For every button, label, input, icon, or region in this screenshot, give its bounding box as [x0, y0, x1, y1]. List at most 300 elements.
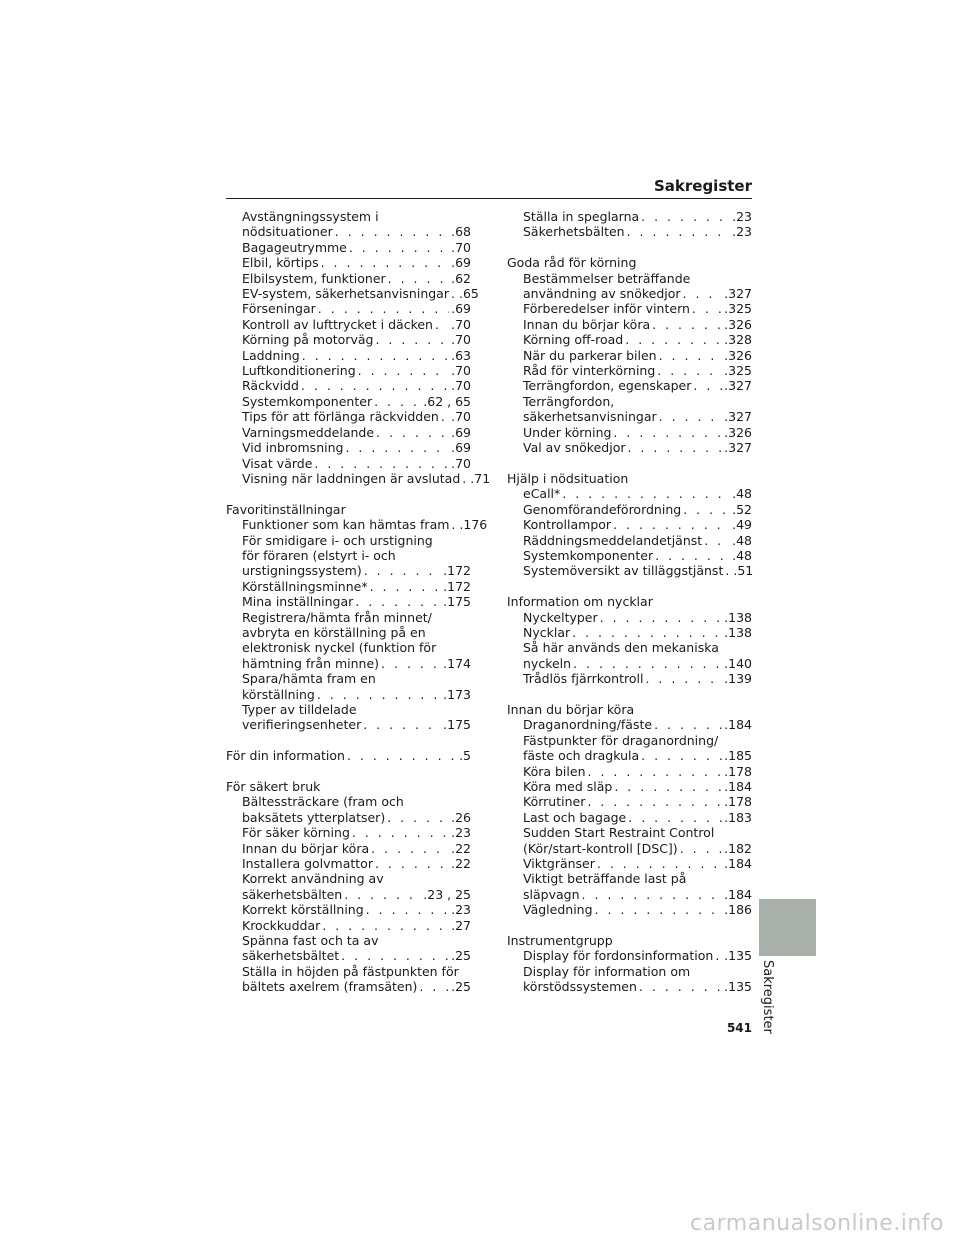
index-entry-row	[242, 255, 471, 270]
index-entry-page: .70	[451, 316, 471, 332]
index-entry-page: .23	[451, 902, 471, 918]
index-entry-page: .63	[451, 347, 471, 363]
index-entry-row	[523, 810, 752, 825]
index-entry-page: .172	[443, 563, 471, 579]
index-entry	[226, 456, 471, 471]
index-entry	[507, 502, 752, 517]
index-entry-page: .184	[724, 856, 752, 871]
index-entry-page: .51	[733, 563, 754, 579]
section-tab	[759, 899, 816, 956]
index-entry	[507, 378, 752, 393]
dot-leader	[659, 348, 723, 363]
index-entry-text: Säkerhetsbälten	[523, 224, 625, 240]
dot-leader	[654, 717, 722, 732]
index-entry-text: säkerhetsanvisningar	[523, 409, 657, 425]
index-entry	[507, 348, 752, 363]
dot-leader	[301, 378, 449, 393]
index-entry-page: .327	[724, 409, 752, 425]
index-entry-text: nödsituationer	[242, 224, 333, 240]
index-entry-text: Under körning	[523, 424, 612, 440]
dot-leader	[639, 979, 722, 994]
index-group	[507, 255, 752, 455]
index-entry-text: (Kör/start-kontroll [DSC])	[523, 840, 678, 856]
dot-leader	[680, 841, 722, 856]
dot-leader	[364, 563, 441, 578]
index-entry-text: Förberedelser inför vintern	[523, 301, 690, 317]
index-entry-row	[226, 748, 471, 763]
index-entry-text: Visning när laddningen är avslutad	[242, 470, 461, 486]
dot-leader	[322, 918, 449, 933]
index-entry-page: .328	[724, 332, 752, 348]
index-entry-page: .26	[451, 809, 471, 825]
index-entry-text: Körställningsminne*	[242, 578, 368, 594]
index-entry-text: körställning	[242, 686, 315, 702]
index-entry-row	[242, 687, 471, 702]
index-entry-row	[523, 425, 752, 440]
index-entry-text: Systemkomponenter	[523, 547, 654, 563]
index-entry-text: Nyckeltyper	[523, 609, 598, 625]
index-entry-row	[242, 317, 471, 332]
index-entry-text: Köra bilen	[523, 763, 586, 779]
index-entry-page: .325	[724, 363, 752, 379]
index-entry-text: För säker körning	[242, 825, 350, 841]
index-entry-row	[523, 748, 752, 763]
index-entry-page: .25	[451, 948, 471, 964]
index-entry-page: .25	[451, 979, 471, 995]
index-entry	[226, 409, 471, 424]
index-entry-line: För smidigare i- och urstigning	[242, 532, 433, 548]
index-entry-page: .325	[724, 301, 752, 317]
index-entry-page: .139	[724, 671, 752, 687]
index-entry-row	[523, 301, 752, 316]
index-entry-page: .48	[732, 486, 752, 502]
index-entry	[507, 810, 752, 825]
index-entry-row	[523, 332, 752, 347]
index-entry-line: avbryta en körställning på en	[242, 624, 426, 640]
index-entry-row	[523, 378, 752, 393]
index-entry-text: Val av snökedjor	[523, 440, 626, 456]
dot-leader	[363, 717, 441, 732]
index-entry-row	[242, 579, 471, 594]
index-entry-row	[242, 563, 471, 578]
index-entry-page: .70	[451, 378, 471, 394]
dot-leader	[625, 332, 722, 347]
dot-leader	[600, 610, 723, 625]
dot-leader	[388, 271, 449, 286]
index-entry-page: .135	[724, 979, 752, 995]
section-side-label-text: Sakregister	[760, 960, 775, 1034]
index-entry-line: Registrera/hämta från minnet/	[242, 609, 432, 625]
index-entry-text: Funktioner som kan hämtas fram	[242, 517, 450, 533]
index-entry-page: .70	[451, 455, 471, 471]
index-entry-page: .138	[724, 609, 752, 625]
index-entry-line: Fästpunkter för draganordning/	[523, 732, 719, 748]
index-entry-row	[523, 533, 752, 548]
dot-leader	[627, 440, 722, 455]
index-entry	[507, 717, 752, 732]
index-entry-text: Räddningsmeddelandetjänst	[523, 532, 703, 548]
index-entry-text: hämtning från minne)	[242, 655, 380, 671]
index-entry-text: Kontroll av lufttrycket i däcken	[242, 316, 433, 332]
index-entry-text: Innan du börjar köra	[242, 840, 370, 856]
index-entry-text: baksätets ytterplatser)	[242, 809, 386, 825]
dot-leader	[419, 979, 449, 994]
index-entry-text: Korrekt körställning	[242, 902, 364, 918]
index-entry	[226, 902, 471, 917]
index-group	[507, 471, 752, 579]
index-entry-page: .70	[451, 332, 471, 348]
index-group	[226, 501, 488, 733]
index-entry-row	[523, 779, 752, 794]
index-entry-row	[242, 810, 471, 825]
index-entry-text: Laddning	[242, 347, 300, 363]
index-entry-page: .27	[451, 917, 471, 933]
index-group	[507, 702, 752, 918]
dot-leader	[725, 563, 731, 578]
index-entry-row	[242, 948, 471, 963]
index-entry	[507, 332, 752, 347]
dot-leader	[314, 456, 449, 471]
index-entry-text: Bagageutrymme	[242, 239, 347, 255]
index-entry	[507, 671, 752, 686]
index-entry-row	[523, 517, 752, 532]
index-entry-line: Spänna fast och ta av	[242, 933, 379, 949]
index-entry	[226, 470, 491, 486]
index-entry-row	[242, 887, 471, 902]
index-entry-text: Vid inbromsning	[242, 440, 344, 456]
index-entry-row	[523, 887, 752, 902]
index-entry-row	[523, 856, 752, 871]
index-entry	[507, 610, 752, 625]
index-entry	[507, 764, 752, 779]
index-entry	[226, 348, 471, 363]
index-entry-row	[242, 717, 471, 732]
index-entry	[226, 301, 471, 316]
dot-leader	[597, 856, 722, 871]
index-entry-page: .175	[443, 717, 471, 733]
index-entry	[226, 271, 471, 286]
index-entry-text: Ställa in speglarna	[523, 209, 640, 224]
section-side-label	[760, 960, 788, 1040]
index-entry-page: .176	[459, 517, 488, 533]
index-entry-line: Terrängfordon,	[523, 393, 615, 409]
index-entry-text: Draganordning/fäste	[523, 717, 653, 733]
dot-leader	[371, 841, 449, 856]
index-entry-line: Avstängningssystem i	[242, 209, 379, 224]
index-group-heading: Instrumentgrupp	[507, 933, 613, 949]
index-entry-row	[242, 378, 471, 393]
index-entry-page: .173	[443, 686, 471, 702]
dot-leader	[613, 425, 722, 440]
index-entry-line: Viktigt beträffande last på	[523, 871, 687, 887]
index-entry-row	[242, 856, 471, 871]
dot-leader	[341, 948, 449, 963]
index-entry	[507, 625, 752, 640]
index-entry	[226, 964, 471, 995]
index-group	[226, 779, 471, 995]
index-entry-page: .23	[732, 224, 752, 240]
index-entry-text: fäste och dragkula	[523, 748, 640, 764]
index-entry	[226, 286, 479, 302]
index-entry-page: .184	[724, 886, 752, 902]
dot-leader	[375, 332, 449, 347]
index-entry	[507, 902, 752, 917]
index-entry	[507, 964, 752, 995]
index-entry-row	[242, 656, 471, 671]
index-entry-row	[523, 717, 752, 732]
index-entry-row	[242, 286, 479, 302]
dot-leader	[462, 471, 468, 486]
index-entry	[507, 209, 752, 224]
index-entry-text: Köra med släp	[523, 778, 613, 794]
index-entry	[507, 871, 752, 902]
index-entry-text: När du parkerar bilen	[523, 347, 657, 363]
dot-leader	[683, 286, 723, 301]
index-entry-page: .69	[451, 424, 471, 440]
index-entry	[226, 856, 471, 871]
index-entry-page: .69	[451, 255, 471, 271]
index-entry-line: för föraren (elstyrt i- och	[242, 547, 396, 563]
index-entry-page: .326	[724, 424, 752, 440]
index-entry	[507, 733, 752, 764]
dot-leader	[655, 548, 730, 563]
index-entry-page: .184	[724, 778, 752, 794]
dot-leader	[451, 286, 457, 301]
dot-leader	[370, 579, 442, 594]
index-entry	[507, 517, 752, 532]
dot-leader	[641, 209, 730, 224]
dot-leader	[375, 856, 449, 871]
index-entry	[507, 563, 752, 578]
index-group-heading: Innan du börjar köra	[507, 701, 635, 717]
index-entry-text: eCall*	[523, 486, 561, 502]
index-entry-page: .70	[451, 239, 471, 255]
dot-leader	[451, 517, 457, 532]
index-entry-row	[242, 918, 471, 933]
index-entry-page: .178	[724, 763, 752, 779]
index-entry-page: .175	[443, 594, 471, 610]
index-entry	[226, 702, 471, 733]
index-entry-page: .65	[458, 286, 479, 302]
index-entry-row	[523, 841, 752, 856]
index-entry-page: .185	[724, 748, 752, 764]
index-entry-page: .62 , 65	[423, 393, 471, 409]
index-entry-row	[242, 440, 471, 455]
index-column-right	[507, 209, 752, 1010]
index-entry-page: .48	[732, 547, 752, 563]
index-entry	[507, 486, 752, 501]
index-entry-page: .52	[732, 501, 752, 517]
index-entry	[226, 933, 471, 964]
index-entry-page: .71	[470, 470, 491, 486]
index-group	[507, 594, 752, 686]
index-entry-row	[523, 363, 752, 378]
index-entry-row	[242, 348, 471, 363]
index-entry-row	[523, 440, 752, 455]
index-entry-row	[523, 548, 752, 563]
dot-leader	[628, 810, 722, 825]
index-entry-text: körstödssystemen	[523, 979, 637, 995]
index-entry-row	[242, 470, 491, 486]
index-entry-page: .186	[724, 902, 752, 918]
index-entry-text: nyckeln	[523, 655, 572, 671]
index-entry-page: .327	[724, 286, 752, 302]
index-entry-page: .68	[451, 224, 471, 240]
dot-leader	[317, 687, 441, 702]
index-entry-line: Typer av tilldelade	[242, 701, 357, 717]
index-entry-page: .70	[451, 363, 471, 379]
index-entry-row	[523, 671, 752, 686]
index-entry	[507, 301, 752, 316]
index-entry-row	[242, 409, 471, 424]
index-entry-page: .174	[443, 655, 471, 671]
page-number: 541	[726, 1021, 752, 1035]
index-entry-text: Råd för vinterkörning	[523, 363, 656, 379]
index-entry-page: .326	[724, 316, 752, 332]
index-entry-page: .49	[732, 517, 752, 533]
index-entry-text: Genomförandeförordning	[523, 501, 682, 517]
watermark: carmanualsonline.info	[690, 1211, 944, 1236]
index-entry	[507, 548, 752, 563]
index-entry-page: .184	[724, 717, 752, 733]
dot-leader	[692, 301, 722, 316]
index-entry-text: Körning på motorväg	[242, 332, 374, 348]
index-entry	[226, 579, 471, 594]
index-entry	[226, 610, 471, 672]
index-entry-row	[242, 979, 471, 994]
index-entry-page: .70	[451, 409, 471, 425]
index-entry-text: Räckvidd	[242, 378, 299, 394]
index-entry-row	[523, 764, 752, 779]
index-group-heading: Hjälp i nödsituation	[507, 470, 629, 486]
index-entry	[507, 271, 752, 302]
index-entry-line: Bestämmelser beträffande	[523, 270, 691, 286]
index-entry-page: .69	[451, 301, 471, 317]
index-entry	[226, 918, 471, 933]
dot-leader	[587, 794, 722, 809]
dot-leader	[627, 224, 731, 239]
index-group	[226, 209, 491, 486]
index-entry-text: Systemkomponenter	[242, 393, 373, 409]
dot-leader	[562, 486, 730, 501]
index-entry	[507, 640, 752, 671]
index-entry-text: EV-system, säkerhetsanvisningar	[242, 286, 449, 302]
index-entry-text: Terrängfordon, egenskaper	[523, 378, 692, 394]
index-entry-line: Spara/hämta fram en	[242, 671, 376, 687]
index-entry-text: Systemöversikt av tilläggstjänst	[523, 563, 724, 579]
index-entry-text: Mina inställningar	[242, 594, 354, 610]
index-entry	[507, 533, 752, 548]
index-entry-page: .326	[724, 347, 752, 363]
index-entry-line: Bältessträckare (fram och	[242, 794, 404, 810]
index-entry-text: Krockkuddar	[242, 917, 321, 933]
index-entry-row	[242, 240, 471, 255]
index-entry-text: Kontrollampor	[523, 517, 612, 533]
index-entry	[226, 425, 471, 440]
dot-leader	[381, 656, 441, 671]
index-entry-line: Korrekt användning av	[242, 871, 384, 887]
index-entry	[226, 255, 471, 270]
index-entry	[507, 779, 752, 794]
index-entry-row	[523, 486, 752, 501]
index-entry	[226, 378, 471, 393]
index-entry-page: .140	[724, 655, 752, 671]
index-entry-line: elektronisk nyckel (funktion för	[242, 640, 437, 656]
index-entry-page: .22	[451, 856, 471, 872]
index-entry-page: .62	[451, 270, 471, 286]
index-entry-text: Last och bagage	[523, 809, 627, 825]
index-entry-text: användning av snökedjor	[523, 286, 681, 302]
dot-leader	[374, 394, 421, 409]
dot-leader	[344, 887, 421, 902]
dot-leader	[349, 240, 449, 255]
index-entry-row	[242, 363, 471, 378]
index-entry-page: .22	[451, 840, 471, 856]
index-entry	[226, 533, 471, 579]
index-entry-row	[242, 841, 471, 856]
index-entry-row	[242, 517, 488, 533]
index-entry-row	[523, 224, 752, 239]
index-group-heading: Information om nycklar	[507, 594, 653, 610]
index-entry-text: verifieringsenheter	[242, 717, 362, 733]
index-entry-text: bältets axelrem (framsäten)	[242, 979, 418, 995]
dot-leader	[355, 594, 441, 609]
dot-leader	[704, 533, 730, 548]
dot-leader	[613, 517, 730, 532]
page-header-title: Sakregister	[653, 177, 752, 195]
index-entry-text: urstigningssystem)	[242, 563, 362, 579]
index-entry-row	[523, 625, 752, 640]
dot-leader	[347, 748, 457, 763]
dot-leader	[366, 902, 449, 917]
dot-leader	[588, 764, 723, 779]
index-entry-row	[523, 902, 752, 917]
index-entry-row	[242, 394, 471, 409]
index-entry-row	[523, 563, 752, 578]
index-entry-text: Elbilsystem, funktioner	[242, 270, 386, 286]
index-entry-page: .178	[724, 794, 752, 810]
index-entry-text: Körning off-road	[523, 332, 624, 348]
index-entry-row	[523, 209, 752, 224]
index-entry	[226, 825, 471, 840]
index-entry-page: .327	[724, 378, 752, 394]
dot-leader	[345, 440, 449, 455]
index-entry	[226, 594, 471, 609]
dot-leader	[652, 317, 722, 332]
index-entry-line: Så här används den mekaniska	[523, 640, 719, 656]
index-entry-page: .23 , 25	[423, 886, 471, 902]
index-entry-text: Innan du börjar köra	[523, 316, 651, 332]
index-entry-row	[523, 409, 752, 424]
index-group-heading: För säkert bruk	[226, 778, 321, 794]
dot-leader	[683, 502, 730, 517]
dot-leader	[358, 363, 449, 378]
index-entry	[507, 425, 752, 440]
index-entry	[226, 871, 471, 902]
index-entry-row	[523, 348, 752, 363]
dot-leader	[321, 255, 450, 270]
index-entry-text: Display för fordonsinformation	[523, 948, 714, 964]
index-entry-row	[242, 902, 471, 917]
index-entry	[226, 517, 488, 533]
index-entry-row	[523, 656, 752, 671]
index-entry-text: släpvagn	[523, 886, 580, 902]
index-entry-line: Sudden Start Restraint Control	[523, 825, 715, 841]
dot-leader	[335, 224, 449, 239]
index-group	[507, 209, 752, 240]
index-entry	[507, 856, 752, 871]
index-entry-text: Installera golvmattor	[242, 856, 373, 872]
